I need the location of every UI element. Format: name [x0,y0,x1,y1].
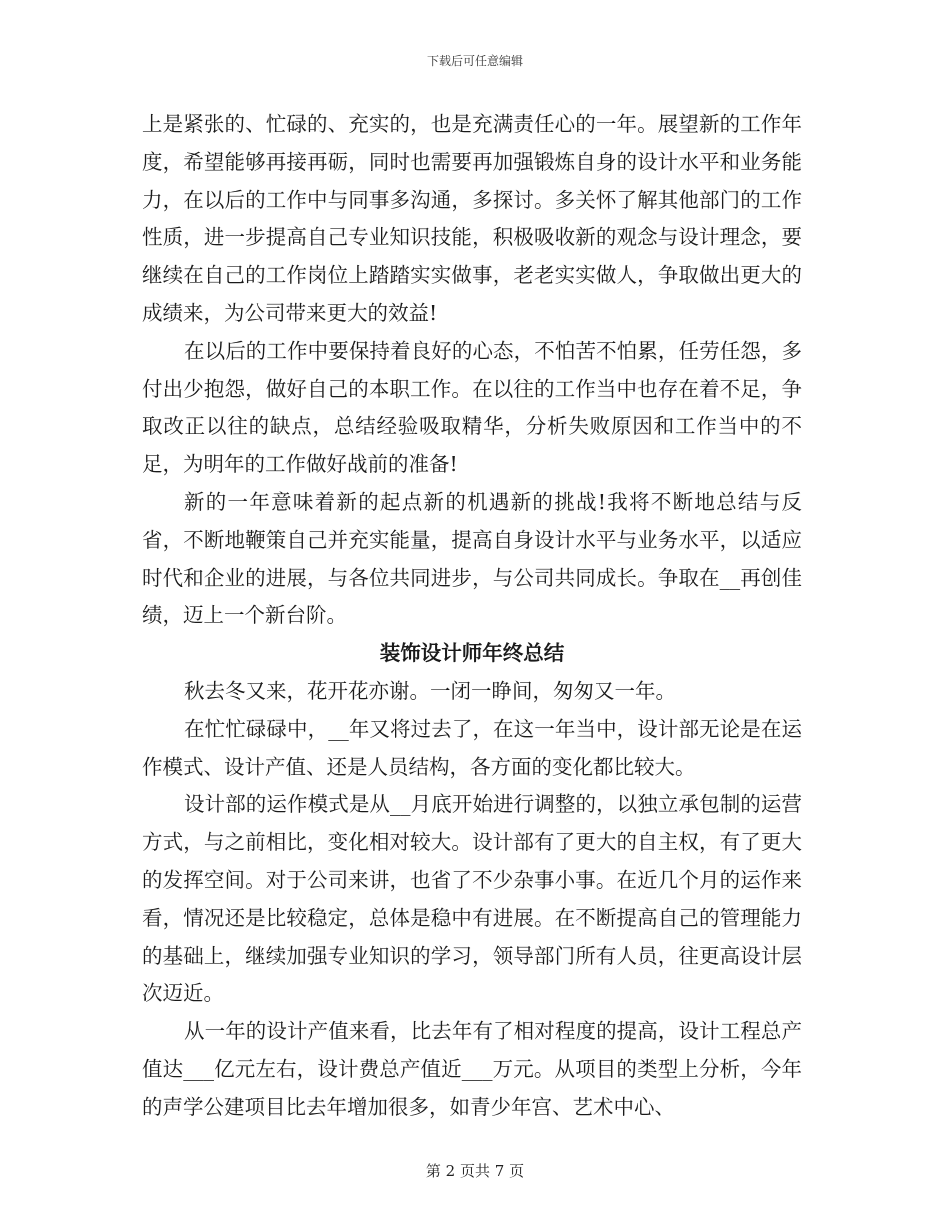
paragraph: 秋去冬又来，花开花亦谢。一闭一睁间，匆匆又一年。 [184,678,676,703]
document-body [142,106,802,1127]
paragraph: 从一年的设计产值来看，比去年有了相对程度的提高，设计工程总产值达___亿元左右，设计费总产值近___万元。从项目的类型上分析，今年的声学公建项目比去年增加很多，如青少年宫、艺术中心、 [142,1019,802,1119]
page-footer: 第 2 页共 7 页 [425,1162,525,1180]
section-title: 装饰设计师年终总结 [379,641,565,666]
paragraph: 新的一年意味着新的起点新的机遇新的挑战!我将不断地总结与反省，不断地鞭策自己并充实能量，提高自身设计水平与业务水平，以适应时代和企业的进展，与各位共同进步，与公司共同成长。争取在__再创佳绩，迈上一个新台阶。 [142,489,802,628]
paragraph: 设计部的运作模式是从__月底开始进行调整的，以独立承包制的运营方式，与之前相比，变化相对较大。设计部有了更大的自主权，有了更大的发挥空间。对于公司来讲，也省了不少杂事小事。在近几个月的运作来看，情况还是比较稳定，总体是稳中有进展。在不断提高自己的管理能力的基础上，继续加强专业知识的学习，领导部门所有人员，往更高设计层次迈近。 [142,792,802,1006]
paragraph: 在忙忙碌碌中，__年又将过去了，在这一年当中，设计部无论是在运作模式、设计产值、还是人员结构，各方面的变化都比较大。 [142,716,802,779]
page-header: 下载后可任意编辑 [426,54,523,68]
paragraph: 在以后的工作中要保持着良好的心态，不怕苦不怕累，任劳任怨，多付出少抱怨，做好自己的本职工作。在以往的工作当中也存在着不足，争取改正以往的缺点，总结经验吸取精华，分析失败原因和工作当中的不足，为明年的工作做好战前的准备! [142,338,802,477]
paragraph: 上是紧张的、忙碌的、充实的，也是充满责任心的一年。展望新的工作年度，希望能够再接再砺，同时也需要再加强锻炼自身的设计水平和业务能力，在以后的工作中与同事多沟通，多探讨。多关怀了解其他部门的工作性质，进一步提高自己专业知识技能，积极吸收新的观念与设计理念，要继续在自己的工作岗位上踏踏实实做事，老老实实做人，争取做出更大的成绩来，为公司带来更大的效益! [142,112,802,325]
